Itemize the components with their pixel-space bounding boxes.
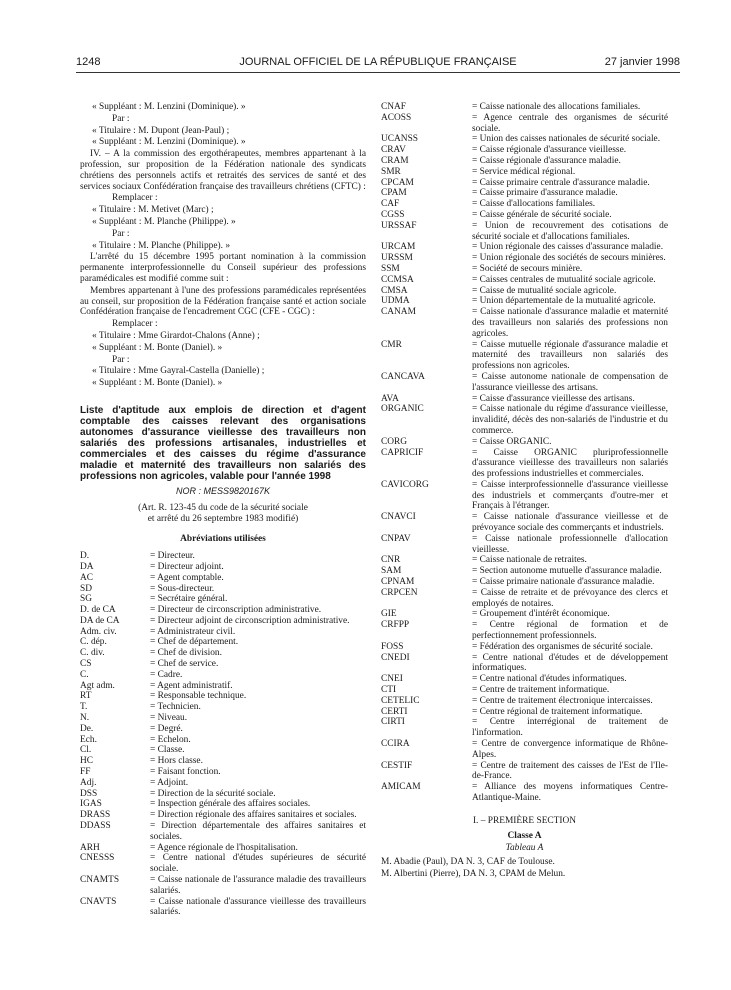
legal-reference-1: (Art. R. 123-45 du code de la sécurité sociale xyxy=(138,502,308,513)
abbreviation-meaning: = Centre régional de formation et de perfectionnement professionnels. xyxy=(472,620,668,642)
abbreviation-row xyxy=(381,437,668,448)
abbreviation-row xyxy=(80,745,366,756)
abbreviation: CS xyxy=(80,659,92,670)
abbreviation-meaning: = Chef de service. xyxy=(150,659,366,670)
abbreviation: C. xyxy=(80,669,89,680)
abbreviations-list-right xyxy=(381,102,668,804)
abbreviation: CANAM xyxy=(381,307,416,318)
abbreviation-row xyxy=(381,642,668,653)
intro-text xyxy=(80,102,366,389)
abbreviation: DRASS xyxy=(80,810,111,821)
abbreviation-meaning: = Centre national d'études supérieures de sécurité sociale. xyxy=(150,853,366,875)
abbreviation-meaning: = Adjoint. xyxy=(150,778,366,789)
abbreviation-row xyxy=(80,702,366,713)
abbreviation: CNAVCI xyxy=(381,512,416,523)
abbreviation-meaning: = Secrétaire général. xyxy=(150,594,366,605)
abbreviation-meaning: = Echelon. xyxy=(150,735,366,746)
abbreviation-row xyxy=(381,188,668,199)
abbreviation-meaning: = Caisse nationale d'assurance vieillesse et de prévoyance sociale des commerçants et industriels. xyxy=(472,512,668,534)
issue-date: 27 janvier 1998 xyxy=(604,56,680,68)
abbreviation: CNESSS xyxy=(80,853,115,864)
abbreviation-meaning: = Caisse nationale de retraites. xyxy=(472,555,668,566)
abbreviation: Ech. xyxy=(80,734,97,745)
abbreviation: SG xyxy=(80,594,92,605)
abbreviation: CNAMTS xyxy=(80,875,120,886)
abbreviation-meaning: = Caisse primaire d'assurance maladie. xyxy=(472,188,668,199)
right-column xyxy=(381,102,668,881)
abbreviation-row xyxy=(381,253,668,264)
abbreviation-row xyxy=(381,653,668,675)
abbreviation-meaning: = Union régionale des caisses d'assurance maladie. xyxy=(472,242,668,253)
abbreviation-meaning: = Degré. xyxy=(150,724,366,735)
abbreviation: CANCAVA xyxy=(381,371,425,382)
section-title: I. – PREMIÈRE SECTION xyxy=(472,815,577,826)
abbreviation: Cl. xyxy=(80,745,92,756)
aptitude-entries xyxy=(381,857,668,880)
abbreviation: C. div. xyxy=(80,648,105,659)
abbreviation-meaning: = Cadre. xyxy=(150,670,366,681)
abbreviation: RT xyxy=(80,691,92,702)
abbreviation-row xyxy=(381,609,668,620)
abbreviation: CCIRA xyxy=(381,739,410,750)
abbreviation: CAF xyxy=(381,199,400,210)
abbreviation-row xyxy=(80,799,366,810)
abbreviation-row xyxy=(80,659,366,670)
abbreviation-row xyxy=(381,566,668,577)
abbreviation: CPAM xyxy=(381,188,407,199)
journal-title: JOURNAL OFFICIEL DE LA RÉPUBLIQUE FRANÇAISE xyxy=(239,56,517,68)
abbreviation: T. xyxy=(80,702,88,713)
header-rule xyxy=(76,72,680,73)
left-column xyxy=(80,102,366,918)
abbreviation-row xyxy=(381,577,668,588)
abbreviation-row xyxy=(381,761,668,783)
abbreviation: SD xyxy=(80,583,92,594)
abbreviation-meaning: = Directeur de circonscription administrative. xyxy=(150,605,366,616)
abbreviation-row xyxy=(381,221,668,243)
abbreviation: FF xyxy=(80,767,91,778)
abbreviation-row xyxy=(381,404,668,436)
abbreviation-row xyxy=(381,717,668,739)
abbreviation: CRFPP xyxy=(381,620,410,631)
abbreviation-meaning: = Inspection générale des affaires sociales. xyxy=(150,799,366,810)
abbreviation: SSM xyxy=(381,263,400,274)
paragraph: Par : xyxy=(112,228,130,239)
abbreviation-row xyxy=(381,102,668,113)
abbreviation: CESTIF xyxy=(381,760,413,771)
paragraph: IV. – A la commission des ergothérapeutes, membres appartenant à la profession, sur proposition de la Fédération nationale des syndicats chrétiens des personnels actifs et retraités des services de santé et des services sociaux Confédération française des travailleurs chrétiens (CFTC) : xyxy=(80,149,366,192)
abbreviation: HC xyxy=(80,756,94,767)
paragraph: « Suppléant : M. Bonte (Daniel). » xyxy=(92,378,223,389)
abbreviation-meaning: = Centre interrégional de traitement de l'information. xyxy=(472,717,668,739)
abbreviation: IGAS xyxy=(80,799,102,810)
abbreviation-meaning: = Caisse de retraite et de prévoyance des clercs et employés de notaires. xyxy=(472,588,668,610)
paragraph: « Titulaire : M. Planche (Philippe). » xyxy=(92,240,231,251)
abbreviation: CGSS xyxy=(381,209,405,220)
abbreviation-row xyxy=(381,707,668,718)
abbreviation-row xyxy=(381,372,668,394)
abbreviation-row xyxy=(381,113,668,135)
abbreviation-row xyxy=(381,739,668,761)
abbreviation-meaning: = Caisse mutuelle régionale d'assurance maladie et maternité des travailleurs non salariés des professions non agricoles. xyxy=(472,340,668,372)
abbreviation: CRAV xyxy=(381,145,406,156)
abbreviation-meaning: = Caisse nationale des allocations familiales. xyxy=(472,102,668,113)
paragraph: « Suppléant : M. Lenzini (Dominique). » xyxy=(92,102,246,112)
abbreviation: UDMA xyxy=(381,296,410,307)
paragraph: Remplacer : xyxy=(112,193,158,204)
abbreviation: AC xyxy=(80,572,94,583)
nor-reference: NOR : MESS9820167K xyxy=(175,485,271,496)
abbreviation-meaning: = Caisse d'allocations familiales. xyxy=(472,199,668,210)
abbreviation: Adj. xyxy=(80,777,97,788)
abbreviation-meaning: = Caisse nationale professionnelle d'allocation vieillesse. xyxy=(472,534,668,556)
abbreviation-row xyxy=(381,696,668,707)
abbreviation-row xyxy=(80,637,366,648)
abbreviation-row xyxy=(80,605,366,616)
abbreviation-meaning: = Chef de division. xyxy=(150,648,366,659)
abbreviation-meaning: = Agent administratif. xyxy=(150,681,366,692)
abbreviation-meaning: = Caisse nationale d'assurance maladie et maternité des travailleurs non salariés des professions non agricoles. xyxy=(472,307,668,339)
abbreviation-meaning: = Caisse nationale d'assurance vieillesse des travailleurs salariés. xyxy=(150,897,366,919)
abbreviation: CNAVTS xyxy=(80,896,117,907)
abbreviation-row xyxy=(381,242,668,253)
abbreviation-meaning: = Direction de la sécurité sociale. xyxy=(150,789,366,800)
abbreviation-meaning: = Hors classe. xyxy=(150,756,366,767)
abbreviation-row xyxy=(80,594,366,605)
abbreviation: SAM xyxy=(381,566,402,577)
abbreviation-meaning: = Directeur adjoint de circonscription administrative. xyxy=(150,616,366,627)
abbreviation: C. dép. xyxy=(80,637,107,648)
paragraph: « Titulaire : M. Dupont (Jean-Paul) ; xyxy=(92,125,230,136)
paragraph: Remplacer : xyxy=(112,319,158,330)
legal-reference-2: et arrêté du 26 septembre 1983 modifié) xyxy=(147,513,299,524)
abbreviation-meaning: = Fédération des organismes de sécurité sociale. xyxy=(472,642,668,653)
abbreviation-row xyxy=(381,307,668,339)
abbreviation-meaning: = Technicien. xyxy=(150,702,366,713)
abbreviation-row xyxy=(80,627,366,638)
abbreviation-meaning: = Union départementale de la mutualité agricole. xyxy=(472,296,668,307)
abbreviation-row xyxy=(381,264,668,275)
abbreviation-meaning: = Groupement d'intérêt économique. xyxy=(472,609,668,620)
paragraph: « Titulaire : Mme Girardot-Chalons (Anne) ; xyxy=(92,330,260,341)
abbreviation-meaning: = Caisse interprofessionnelle d'assurance vieillesse des industriels et commerçants d'outre-mer et Français à l'étranger. xyxy=(472,480,668,512)
abbreviation-row xyxy=(80,573,366,584)
abbreviation-row xyxy=(381,134,668,145)
abbreviation-meaning: = Caisse ORGANIC pluriprofessionnelle d'assurance vieillesse des travailleurs non salariés des professions industrielles et commerciales. xyxy=(472,448,668,480)
abbreviation-row xyxy=(80,616,366,627)
abbreviation-meaning: = Union de recouvrement des cotisations de sécurité sociale et d'allocations familiales. xyxy=(472,221,668,243)
abbreviation: ACOSS xyxy=(381,112,412,123)
abbreviation: DSS xyxy=(80,788,98,799)
abbreviation: Agt adm. xyxy=(80,680,115,691)
abbreviation-meaning: = Caisse d'assurance vieillesse des artisans. xyxy=(472,394,668,405)
paragraph: Membres appartenant à l'une des professions paramédicales représentées au conseil, sur proposition de la Fédération française santé et action sociale Confédération française de l'encadrement CGC (CFE - CGC) : xyxy=(80,285,366,318)
abbreviation: Adm. civ. xyxy=(80,626,117,637)
tableau-title: Tableau A xyxy=(505,843,544,854)
abbreviation-row xyxy=(381,296,668,307)
abbreviation-row xyxy=(80,681,366,692)
abbreviation-row xyxy=(381,145,668,156)
abbreviation: FOSS xyxy=(381,641,404,652)
abbreviation-row xyxy=(381,340,668,372)
abbreviation: CMR xyxy=(381,339,402,350)
abbreviation: CORG xyxy=(381,436,408,447)
abbreviation-meaning: = Section autonome mutuelle d'assurance maladie. xyxy=(472,566,668,577)
abbreviation-meaning: = Caisse régionale d'assurance maladie. xyxy=(472,156,668,167)
abbreviation-row xyxy=(80,584,366,595)
abbreviation-row xyxy=(80,551,366,562)
abbreviation-row xyxy=(80,853,366,875)
paragraph: « Titulaire : M. Metivet (Marc) ; xyxy=(92,205,214,216)
page-number: 1248 xyxy=(76,56,101,68)
abbreviation-meaning: = Caisse générale de sécurité sociale. xyxy=(472,210,668,221)
abbreviation-meaning: = Centre national d'études et de développement informatiques. xyxy=(472,653,668,675)
abbreviation-meaning: = Caisse autonome nationale de compensation de l'assurance vieillesse des artisans. xyxy=(472,372,668,394)
abbreviation-row xyxy=(80,821,366,843)
aptitude-entry: M. Abadie (Paul), DA N. 3, CAF de Toulouse. xyxy=(381,857,555,868)
abbreviation-row xyxy=(381,156,668,167)
paragraph: « Suppléant : M. Planche (Philippe). » xyxy=(92,216,236,227)
abbreviation-meaning: = Directeur. xyxy=(150,551,366,562)
abbreviation-row xyxy=(80,767,366,778)
abbreviation: CIRTI xyxy=(381,717,405,728)
abbreviation-meaning: = Centre national d'études informatiques. xyxy=(472,674,668,685)
abbreviation-row xyxy=(381,480,668,512)
abbreviation: CRAM xyxy=(381,155,409,166)
paragraph: « Suppléant : M. Bonte (Daniel). » xyxy=(92,342,223,353)
abbreviation: CPNAM xyxy=(381,577,415,588)
abbreviation-row xyxy=(381,685,668,696)
abbreviation-row xyxy=(381,167,668,178)
abbreviation: DA de CA xyxy=(80,615,120,626)
abbreviation-row xyxy=(381,210,668,221)
abbreviation: CERTI xyxy=(381,706,408,717)
abbreviation-row xyxy=(80,735,366,746)
abbreviation: D. xyxy=(80,551,90,562)
abbreviation: D. de CA xyxy=(80,605,116,616)
abbreviation-meaning: = Administrateur civil. xyxy=(150,627,366,638)
abbreviation-meaning: = Agence régionale de l'hospitalisation. xyxy=(150,843,366,854)
abbreviation-meaning: = Direction départementale des affaires sanitaires et sociales. xyxy=(150,821,366,843)
abbreviation-row xyxy=(381,286,668,297)
abbreviation-row xyxy=(381,782,668,804)
abbreviation-meaning: = Caisse de mutualité sociale agricole. xyxy=(472,286,668,297)
abbreviation-meaning: = Alliance des moyens informatiques Centre-Atlantique-Maine. xyxy=(472,782,668,804)
abbreviation-row xyxy=(381,178,668,189)
abbreviation: SMR xyxy=(381,166,401,177)
paragraph: L'arrêté du 15 décembre 1995 portant nomination à la commission permanente interprofessionnelle du Conseil supérieur des professions paramédicales est modifié comme suit : xyxy=(80,252,366,284)
abbreviation-row xyxy=(381,620,668,642)
abbreviation-meaning: = Service médical régional. xyxy=(472,167,668,178)
abbreviation: AMICAM xyxy=(381,782,421,793)
abbreviation-row xyxy=(381,674,668,685)
abbreviation: UCANSS xyxy=(381,134,418,145)
abbreviation-row xyxy=(80,670,366,681)
abbreviation-row xyxy=(80,778,366,789)
abbreviation-meaning: = Caisses centrales de mutualité sociale agricole. xyxy=(472,275,668,286)
abbreviations-title: Abréviations utilisées xyxy=(180,534,266,545)
abbreviation: CNPAV xyxy=(381,533,411,544)
abbreviation-row xyxy=(381,275,668,286)
abbreviation-row xyxy=(381,394,668,405)
abbreviation: URCAM xyxy=(381,242,416,253)
abbreviation-meaning: = Niveau. xyxy=(150,713,366,724)
abbreviation-row xyxy=(381,512,668,534)
abbreviation-row xyxy=(80,724,366,735)
abbreviation-meaning: = Classe. xyxy=(150,745,366,756)
abbreviation-meaning: = Union régionale des sociétés de secours minières. xyxy=(472,253,668,264)
abbreviation-row xyxy=(80,875,366,897)
abbreviation-row xyxy=(80,648,366,659)
abbreviation-row xyxy=(80,713,366,724)
abbreviation-row xyxy=(80,810,366,821)
abbreviation: DDASS xyxy=(80,821,111,832)
abbreviation-meaning: = Caisse nationale de l'assurance maladie des travailleurs salariés. xyxy=(150,875,366,897)
abbreviation-meaning: = Responsable technique. xyxy=(150,691,366,702)
abbreviation-meaning: = Centre régional de traitement informatique. xyxy=(472,707,668,718)
abbreviation-row xyxy=(381,199,668,210)
abbreviation-meaning: = Agence centrale des organismes de sécurité sociale. xyxy=(472,113,668,135)
classe-title: Classe A xyxy=(507,830,542,841)
abbreviation-meaning: = Union des caisses nationales de sécurité sociale. xyxy=(472,134,668,145)
abbreviation-row xyxy=(80,789,366,800)
abbreviation: CNAF xyxy=(381,102,407,112)
aptitude-entry: M. Albertini (Pierre), DA N. 3, CPAM de Melun. xyxy=(381,868,566,879)
abbreviation-meaning: = Centre de traitement des caisses de l'Est de l'Ile-de-France. xyxy=(472,761,668,783)
abbreviation: CPCAM xyxy=(381,177,414,188)
abbreviation: CRPCEN xyxy=(381,587,418,598)
abbreviation: CETELIC xyxy=(381,695,420,706)
abbreviation-meaning: = Caisse ORGANIC. xyxy=(472,437,668,448)
abbreviation-row xyxy=(80,897,366,919)
abbreviation-meaning: = Centre de traitement électronique intercaisses. xyxy=(472,696,668,707)
abbreviation-row xyxy=(381,588,668,610)
abbreviation: ARH xyxy=(80,842,100,853)
abbreviation-row xyxy=(80,562,366,573)
abbreviation-meaning: = Centre de traitement informatique. xyxy=(472,685,668,696)
abbreviation: De. xyxy=(80,723,94,734)
abbreviation-row xyxy=(381,448,668,480)
abbreviation-meaning: = Directeur adjoint. xyxy=(150,562,366,573)
abbreviation: CNEI xyxy=(381,674,403,685)
abbreviation: URSSM xyxy=(381,253,413,264)
abbreviation: CMSA xyxy=(381,285,408,296)
abbreviation: CCMSA xyxy=(381,274,414,285)
paragraph: Par : xyxy=(112,113,130,124)
abbreviation-row xyxy=(381,534,668,556)
abbreviation-row xyxy=(80,756,366,767)
abbreviation: DA xyxy=(80,561,94,572)
abbreviation: AVA xyxy=(381,393,399,404)
abbreviation-meaning: = Chef de département. xyxy=(150,637,366,648)
abbreviation: GIE xyxy=(381,609,397,620)
abbreviations-list-left xyxy=(80,551,366,918)
abbreviation-meaning: = Direction régionale des affaires sanitaires et sociales. xyxy=(150,810,366,821)
paragraph: Par : xyxy=(112,354,130,365)
paragraph: « Suppléant : M. Lenzini (Dominique). » xyxy=(92,137,246,148)
abbreviation-meaning: = Caisse nationale du régime d'assurance vieillesse, invalidité, décès des non-salariés de l'industrie et du commerce. xyxy=(472,404,668,436)
abbreviation-meaning: = Caisse primaire nationale d'assurance maladie. xyxy=(472,577,668,588)
abbreviation: CNEDI xyxy=(381,652,410,663)
abbreviation: URSSAF xyxy=(381,220,417,231)
abbreviation: N. xyxy=(80,713,90,724)
abbreviation: CAVICORG xyxy=(381,479,429,490)
abbreviation-meaning: = Société de secours minière. xyxy=(472,264,668,275)
abbreviation-meaning: = Faisant fonction. xyxy=(150,767,366,778)
abbreviation-meaning: = Sous-directeur. xyxy=(150,584,366,595)
abbreviation-row xyxy=(80,843,366,854)
abbreviation-meaning: = Centre de convergence informatique de Rhône-Alpes. xyxy=(472,739,668,761)
abbreviation-meaning: = Agent comptable. xyxy=(150,573,366,584)
abbreviation: CNR xyxy=(381,555,401,566)
abbreviation-meaning: = Caisse régionale d'assurance vieillesse. xyxy=(472,145,668,156)
abbreviation: CAPRICIF xyxy=(381,447,424,458)
abbreviation-meaning: = Caisse primaire centrale d'assurance maladie. xyxy=(472,178,668,189)
abbreviation-row xyxy=(80,691,366,702)
paragraph: « Titulaire : Mme Gayral-Castella (Danielle) ; xyxy=(92,366,265,377)
abbreviation: ORGANIC xyxy=(381,404,424,415)
abbreviation: CTI xyxy=(381,685,397,696)
abbreviation-row xyxy=(381,555,668,566)
list-heading: Liste d'aptitude aux emplois de direction et d'agent comptable des caisses relevant des organisations autonomes d'assurance vieillesse des travailleurs non salariés des professions artisanales, industrielles et commerciales et des caisses du régime d'assurance maladie et maternité des travailleurs non salariés des professions non agricoles, valable pour l'année 1998 xyxy=(80,404,366,482)
